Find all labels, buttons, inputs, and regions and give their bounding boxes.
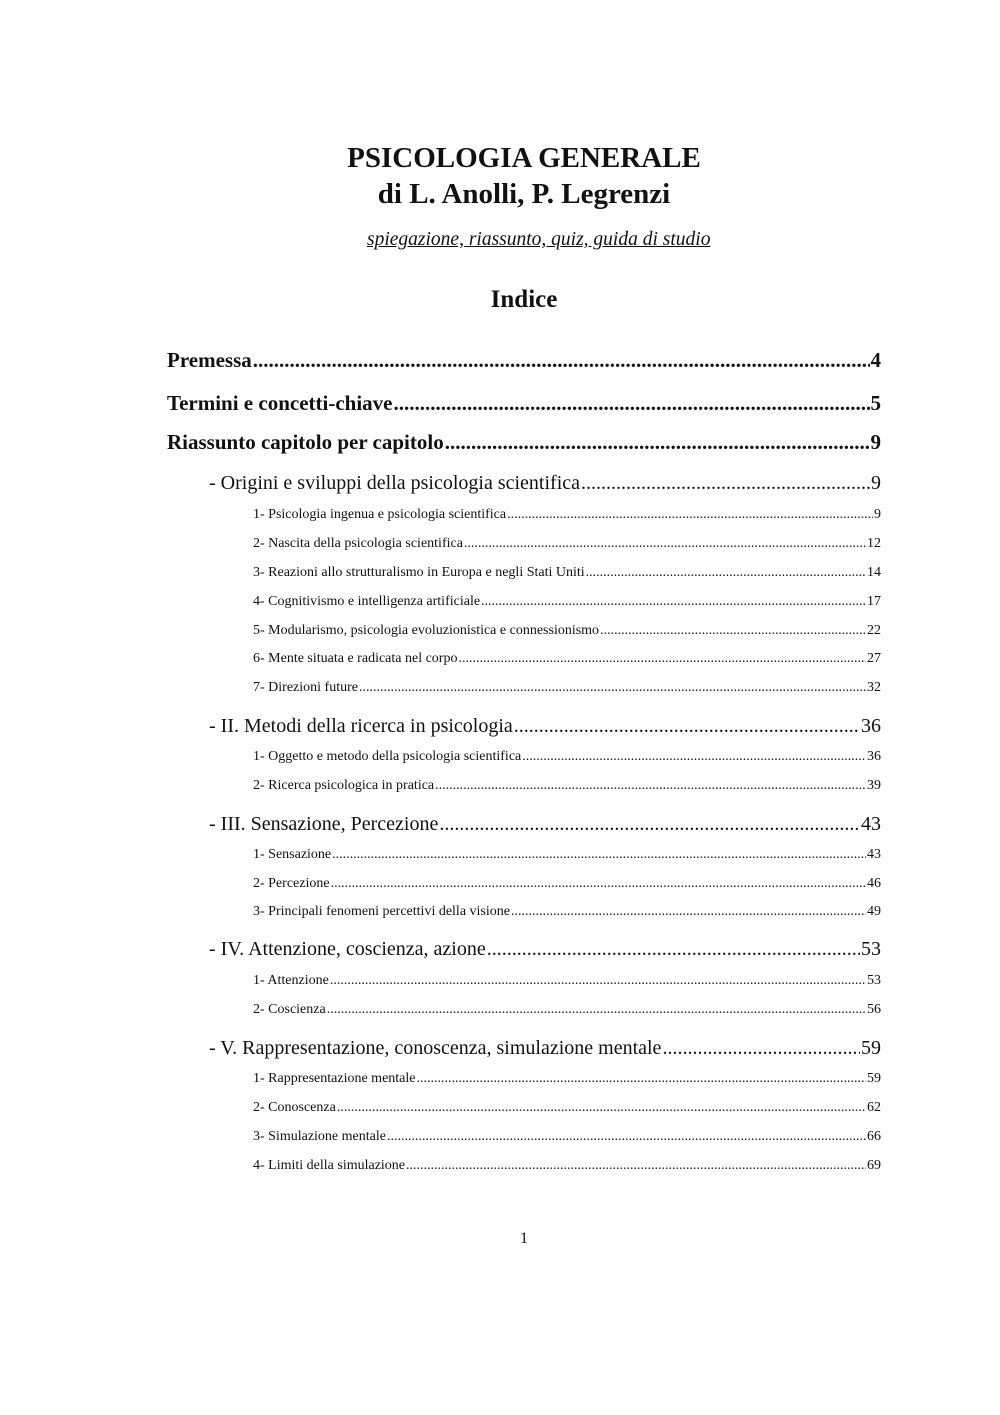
toc-entry-label: - Origini e sviluppi della psicologia scientifica	[209, 472, 581, 494]
toc-chapter-4[interactable]	[209, 937, 881, 961]
toc-entry-riassunto[interactable]	[167, 429, 881, 455]
toc-leader-dots	[511, 903, 866, 921]
index-heading: Indice	[490, 286, 558, 313]
toc-leader-dots	[330, 972, 866, 990]
toc-leader-dots	[331, 875, 866, 893]
toc-leader-dots	[464, 535, 866, 553]
toc-section[interactable]	[253, 622, 881, 640]
toc-entry-label: - IV. Attenzione, coscienza, azione	[209, 938, 486, 960]
toc-chapter-1[interactable]	[209, 471, 881, 495]
document-title	[0, 140, 1000, 212]
toc-entry-label: 6- Mente situata e radicata nel corpo	[253, 651, 458, 666]
toc-entry-page: 59	[861, 1037, 881, 1059]
toc-entry-page: 27	[867, 651, 881, 666]
toc-section[interactable]	[253, 679, 881, 697]
title-line-2: di L. Anolli, P. Legrenzi	[377, 178, 671, 210]
toc-entry-label: Riassunto capitolo per capitolo	[167, 430, 444, 454]
toc-leader-dots	[445, 429, 870, 455]
toc-section[interactable]	[253, 1128, 881, 1146]
toc-entry-label: 1- Sensazione	[253, 847, 332, 862]
toc-leader-dots	[487, 937, 860, 961]
toc-section[interactable]	[253, 535, 881, 553]
toc-entry-page: 4	[870, 348, 881, 372]
toc-entry-label: 3- Simulazione mentale	[253, 1129, 386, 1144]
toc-entry-page: 59	[867, 1071, 881, 1086]
toc-leader-dots	[332, 846, 866, 864]
toc-entry-page: 43	[867, 847, 881, 862]
toc-section[interactable]	[253, 650, 881, 668]
toc-section[interactable]	[253, 1070, 881, 1088]
toc-entry-label: Premessa	[167, 348, 252, 372]
toc-entry-label: 2- Nascita della psicologia scientifica	[253, 536, 463, 551]
title-line-1: PSICOLOGIA GENERALE	[347, 142, 701, 174]
toc-section[interactable]	[253, 593, 881, 611]
toc-chapter-5[interactable]	[209, 1036, 881, 1060]
toc-section[interactable]	[253, 1157, 881, 1175]
toc-entry-page: 66	[867, 1129, 881, 1144]
page-number: 1	[520, 1230, 528, 1247]
toc-entry-label: 2- Conoscenza	[253, 1100, 336, 1115]
toc-section[interactable]	[253, 1099, 881, 1117]
toc-entry-label: 3- Principali fenomeni percettivi della visione	[253, 904, 510, 919]
toc-entry-page: 62	[867, 1100, 881, 1115]
toc-leader-dots	[327, 1001, 866, 1019]
toc-leader-dots	[394, 390, 870, 416]
toc-leader-dots	[435, 777, 866, 795]
toc-entry-label: 3- Reazioni allo strutturalismo in Europa e negli Stati Uniti	[253, 565, 585, 580]
toc-entry-page: 36	[867, 749, 881, 764]
toc-section[interactable]	[253, 875, 881, 893]
toc-leader-dots	[581, 471, 870, 495]
toc-entry-termini[interactable]	[167, 390, 881, 416]
toc-section[interactable]	[253, 748, 881, 766]
toc-entry-page: 53	[867, 973, 881, 988]
toc-entry-page: 9	[871, 472, 881, 494]
toc-entry-label: 5- Modularismo, psicologia evoluzionistica e connessionismo	[253, 623, 600, 638]
toc-leader-dots	[600, 622, 866, 640]
toc-leader-dots	[253, 347, 870, 373]
toc-entry-page: 69	[867, 1158, 881, 1173]
toc-leader-dots	[507, 506, 873, 524]
toc-leader-dots	[359, 679, 866, 697]
toc-entry-label: - V. Rappresentazione, conoscenza, simulazione mentale	[209, 1037, 662, 1059]
toc-entry-page: 5	[870, 391, 881, 415]
toc-entry-label: - III. Sensazione, Percezione	[209, 813, 439, 835]
toc-entry-label: 1- Oggetto e metodo della psicologia scientifica	[253, 749, 522, 764]
toc-entry-label: Termini e concetti-chiave	[167, 391, 393, 415]
toc-leader-dots	[481, 593, 866, 611]
toc-section[interactable]	[253, 777, 881, 795]
toc-section[interactable]	[253, 564, 881, 582]
toc-leader-dots	[337, 1099, 866, 1117]
toc-entry-page: 53	[861, 938, 881, 960]
toc-section[interactable]	[253, 1001, 881, 1019]
toc-leader-dots	[522, 748, 866, 766]
toc-leader-dots	[439, 812, 860, 836]
toc-chapter-3[interactable]	[209, 812, 881, 836]
toc-section[interactable]	[253, 903, 881, 921]
toc-entry-label: 7- Direzioni future	[253, 680, 358, 695]
toc-section[interactable]	[253, 506, 881, 524]
toc-leader-dots	[416, 1070, 866, 1088]
document-subtitle: spiegazione, riassunto, quiz, guida di studio	[367, 229, 711, 250]
toc-entry-page: 36	[861, 715, 881, 737]
toc-entry-label: 1- Rappresentazione mentale	[253, 1071, 416, 1086]
toc-leader-dots	[662, 1036, 860, 1060]
toc-leader-dots	[387, 1128, 866, 1146]
toc-entry-label: 1- Attenzione	[253, 973, 329, 988]
toc-entry-page: 12	[867, 536, 881, 551]
toc-entry-premessa[interactable]	[167, 347, 881, 373]
toc-entry-page: 14	[867, 565, 881, 580]
toc-leader-dots	[406, 1157, 866, 1175]
toc-entry-page: 43	[861, 813, 881, 835]
toc-entry-page: 9	[874, 507, 881, 522]
toc-section[interactable]	[253, 846, 881, 864]
toc-entry-page: 17	[867, 594, 881, 609]
toc-entry-label: 2- Ricerca psicologica in pratica	[253, 778, 435, 793]
toc-entry-label: - II. Metodi della ricerca in psicologia	[209, 715, 513, 737]
toc-leader-dots	[514, 714, 860, 738]
toc-entry-page: 22	[867, 623, 881, 638]
toc-entry-label: 2- Coscienza	[253, 1002, 326, 1017]
toc-entry-page: 39	[867, 778, 881, 793]
toc-entry-page: 32	[867, 680, 881, 695]
toc-leader-dots	[586, 564, 866, 582]
toc-entry-page: 46	[867, 876, 881, 891]
toc-entry-label: 2- Percezione	[253, 876, 330, 891]
toc-leader-dots	[458, 650, 866, 668]
toc-entry-label: 1- Psicologia ingenua e psicologia scientifica	[253, 507, 507, 522]
toc-entry-page: 9	[870, 430, 881, 454]
toc-chapter-2[interactable]	[209, 714, 881, 738]
toc-entry-label: 4- Limiti della simulazione	[253, 1158, 406, 1173]
toc-entry-page: 49	[867, 904, 881, 919]
toc-entry-page: 56	[867, 1002, 881, 1017]
toc-entry-label: 4- Cognitivismo e intelligenza artificiale	[253, 594, 481, 609]
toc-section[interactable]	[253, 972, 881, 990]
